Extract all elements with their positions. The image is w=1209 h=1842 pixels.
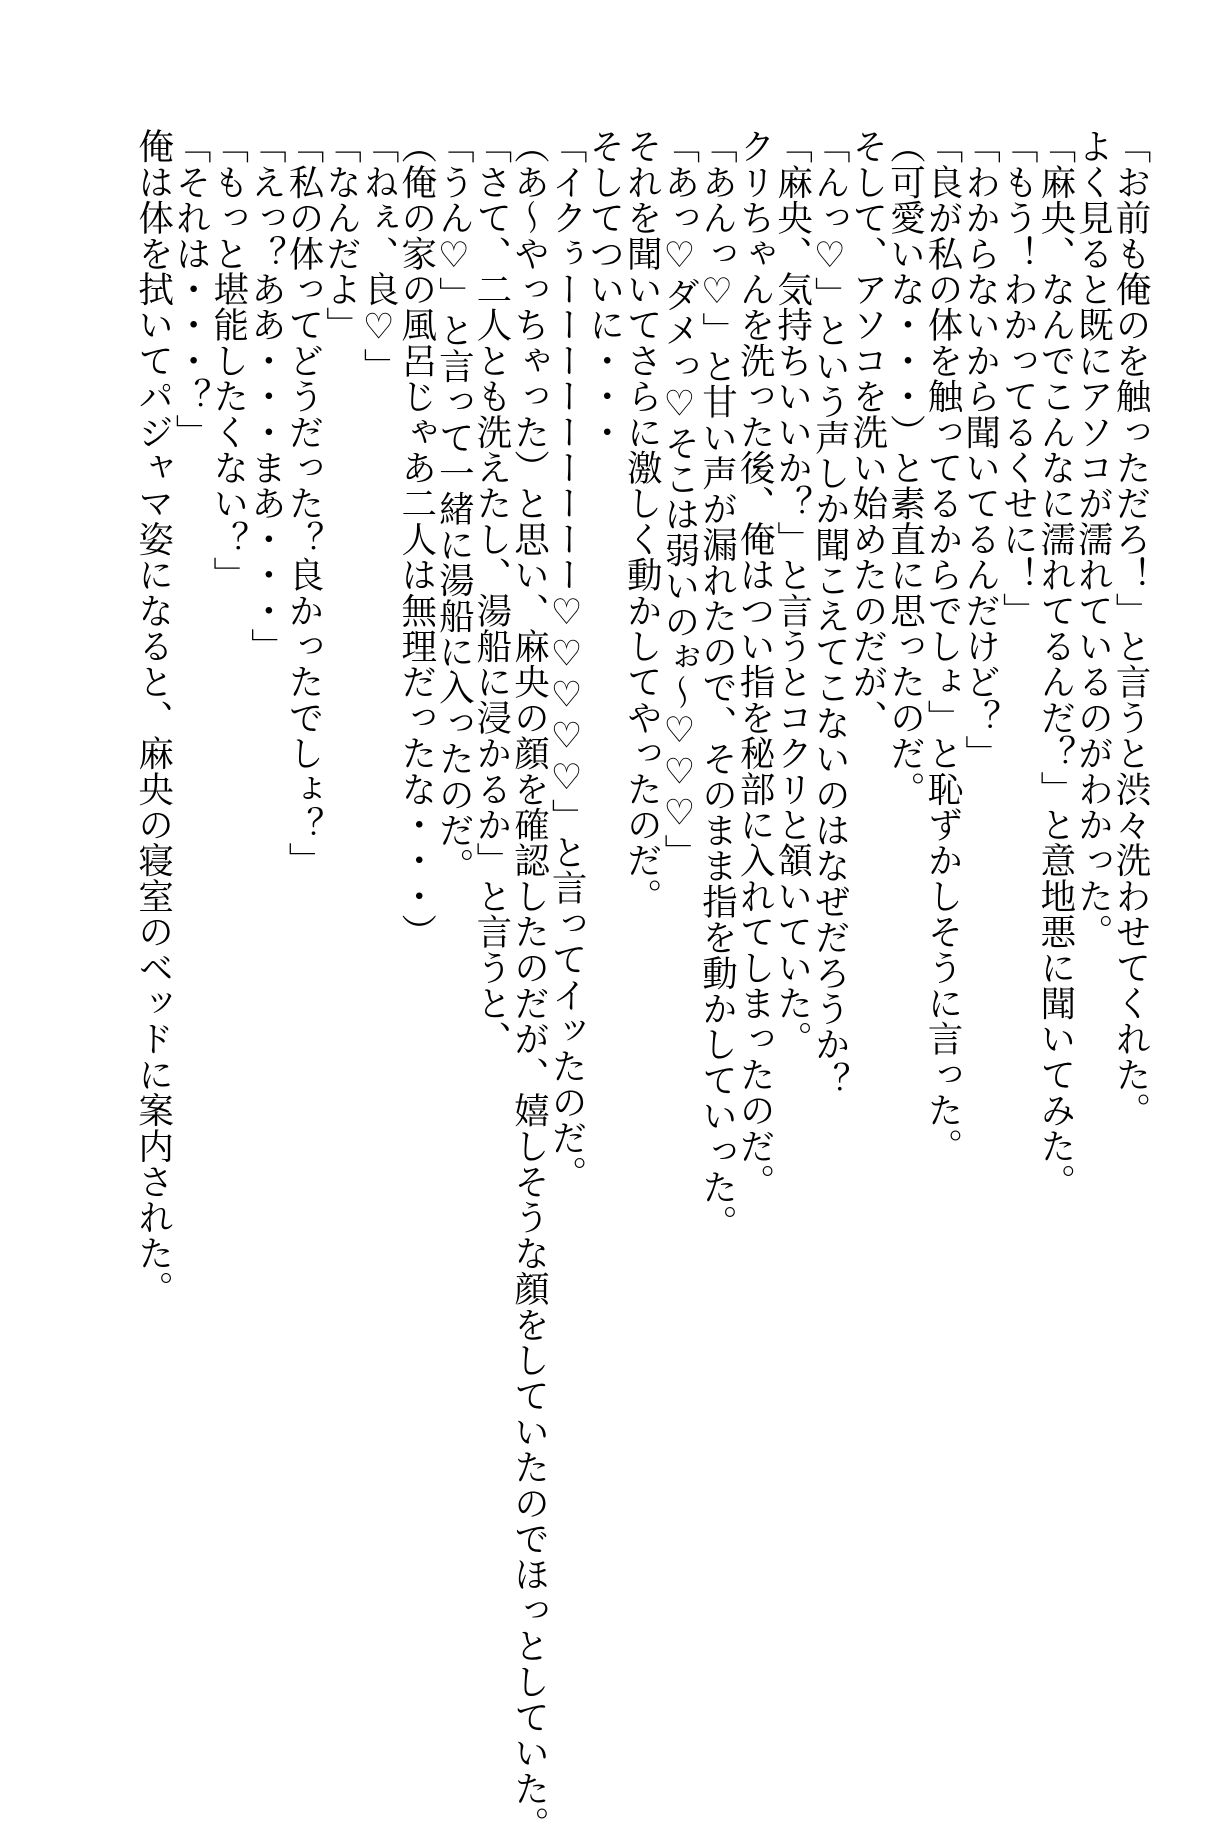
text-line: 「んっ♡」という声しか聞こえてこないのはなぜだろうか？ <box>809 128 851 1098</box>
text-line: 「もっと堪能したくない？」 <box>207 128 249 593</box>
text-line: 「えっ？ああ・・・まあ・・・」 <box>245 128 287 664</box>
text-line: そしてついに・・・ <box>583 128 625 450</box>
text-line: 「麻央、気持ちいいか？」と言うとコクリと頷いていた。 <box>771 128 813 1057</box>
text-line: 「わからないから聞いてるんだけど？」 <box>959 128 1001 771</box>
text-line: 「なんだよ」 <box>320 128 362 343</box>
text-line: クリちゃんを洗った後、俺はつい指を秘部に入れてしまったのだ。 <box>734 128 776 1199</box>
text-line: 「それは・・・？」 <box>170 128 212 450</box>
text-line: よく見ると既にアソコが濡れているのがわかった。 <box>1072 128 1114 950</box>
text-line: それを聞いてさらに激しく動かしてやったのだ。 <box>621 128 663 914</box>
text-line: 俺は体を拭いてパジャマ姿になると、麻央の寝室のベッドに案内された。 <box>132 128 174 1307</box>
text-line: 「お前も俺のを触っただろ！」と言うと渋々洗わせてくれた。 <box>1110 128 1151 1128</box>
text-line: 「良が私の体を触ってるからでしょ」と恥ずかしそうに言った。 <box>922 128 964 1164</box>
text-line: 「あんっ♡」と甘い声が漏れたので、そのまま指を動かしていった。 <box>696 128 738 1241</box>
text-line: 「私の体ってどうだった？良かったでしょ？」 <box>282 128 324 878</box>
text-line: 「イクぅーーーーーーーーー♡♡♡♡♡」と言ってイッたのだ。 <box>546 128 588 1191</box>
vertical-text-body <box>132 128 1151 1842</box>
text-line: （あ～やっちゃった）と思い、麻央の顔を確認したのだが、嬉しそうな顔をしていたのでほっとしていた。 <box>508 128 550 1842</box>
text-line: 「あっ♡ダメっ♡そこは弱いのぉ～♡♡♡」 <box>658 128 700 870</box>
text-line: 「もう！わかってるくせに！」 <box>997 128 1039 628</box>
text-line: 「うん♡」と言って一緒に湯船に入ったのだ。 <box>433 128 475 884</box>
text-line: 「さて、二人とも洗えたし、湯船に浸かるか」と言うと、 <box>470 128 512 1057</box>
text-line: （可愛いな・・・）と素直に思ったのだ。 <box>884 128 926 807</box>
text-line: そして、アソコを洗い始めたのだが、 <box>846 128 888 735</box>
text-line: 「麻央、なんでこんなに濡れてるんだ？」と意地悪に聞いてみた。 <box>1034 128 1076 1199</box>
text-line: 「ねぇ、良♡」 <box>358 128 400 384</box>
text-line: （俺の家の風呂じゃあ二人は無理だったな・・・） <box>395 128 437 950</box>
